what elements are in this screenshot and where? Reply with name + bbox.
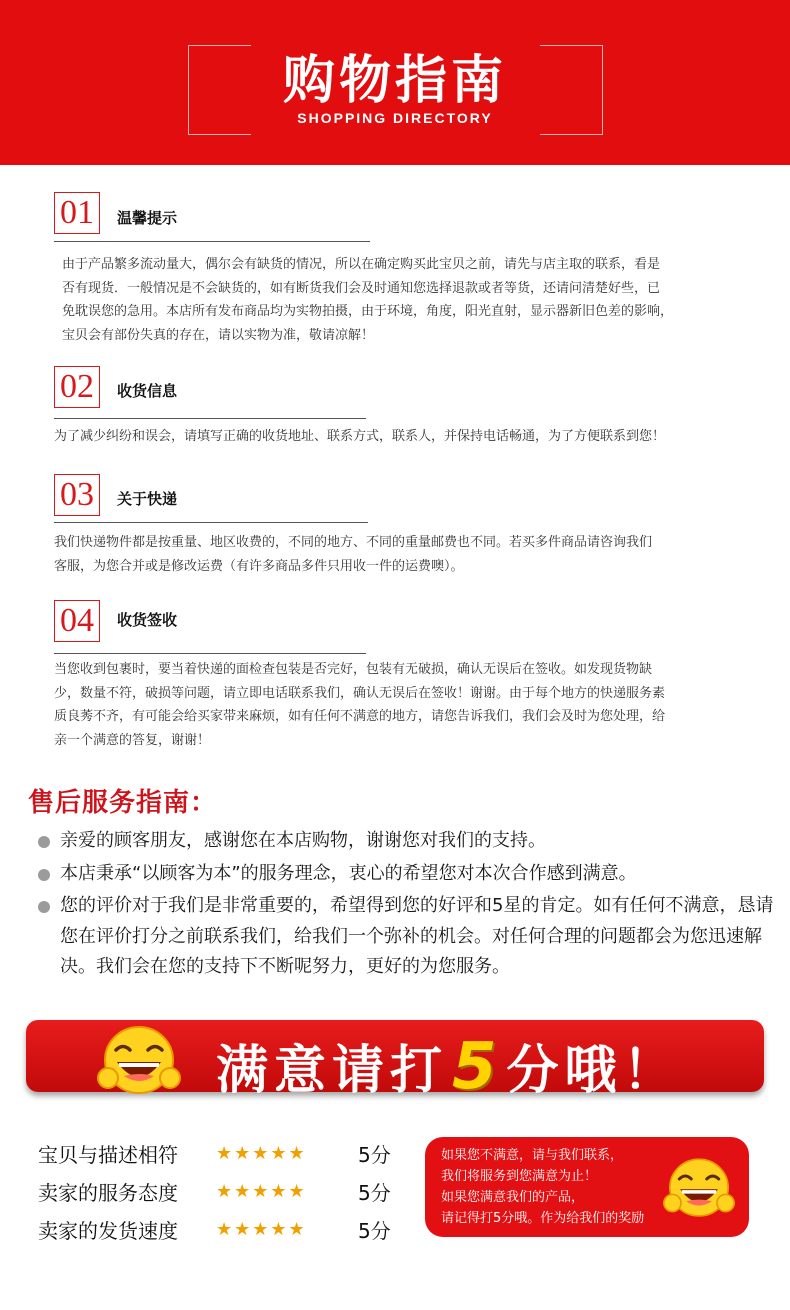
section-divider [54,522,368,523]
rating-row [38,1172,391,1210]
rating-score: 5分 [358,1218,391,1243]
text-line: 客服，为您合并或是修改运费（有许多商品多件只用收一件的运费噢）。 [54,558,464,574]
section-body-tips [62,253,673,347]
section-title-signing: 收货签收 [117,611,178,629]
laughing-smiley-icon [657,1147,741,1223]
rating-label: 宝贝与描述相符 [38,1142,178,1167]
satisfaction-note [425,1137,749,1237]
laughing-smiley-icon [90,1016,188,1098]
section-body-express [54,531,652,578]
section-number-03: 03 [54,474,100,516]
text-line: 少，数量不符，破损等问题，请立即电话联系我们，确认无误后在签收！谢谢。由于每个地方的快递服务素 [54,685,666,701]
text-line: 否有现货．一般情况是不会缺货的，如有断货我们会及时通知您选择退款或者等货，还请问清楚好些，已 [62,280,661,296]
star-icon: ★★★★★ [216,1142,307,1164]
header-banner [0,0,790,165]
text-line: 当您收到包裹时，要当着快递的面检查包装是否完好，包装有无破损，确认无误后在签收。如发现货物缺 [54,662,653,677]
text-line: 我们快递物件都是按重量、地区收费的，不同的地方、不同的重量邮费也不同。若买多件商品请咨询我们 [54,535,653,550]
section-divider [54,653,366,654]
after-sales-text: 本店秉承“以顾客为本”的服务理念，衷心的希望您对本次合作感到满意。 [60,862,637,884]
ribbon-slogan [216,1028,681,1104]
section-divider [54,418,366,419]
after-sales-item [36,891,776,983]
rating-list [38,1134,391,1248]
bullet-dot-icon [38,901,50,913]
after-sales-list [36,826,776,985]
section-number-04: 04 [54,600,100,642]
rating-score: 5分 [358,1180,391,1205]
ribbon-text-after: 分哦！ [506,1041,681,1101]
note-line: 请记得打5分哦。作为给我们的奖励 [441,1211,645,1226]
after-sales-text: 您的评价对于我们是非常重要的，希望得到您的好评和5星的肯定。如有任何不满意，恳请您在评价打分之前联系我们，给我们一个弥补的机会。对任何合理的问题都会为您迅速解决。我们会在您的支持下不断呢努力，更好的为您服务。 [60,895,774,977]
section-number-01: 01 [54,192,100,234]
section-body-signing [54,658,665,752]
rating-label: 卖家的发货速度 [38,1218,178,1243]
bullet-dot-icon [38,869,50,881]
after-sales-item [36,859,776,890]
after-sales-item [36,826,776,857]
section-title-receiving-info: 收货信息 [117,382,178,400]
after-sales-text: 亲爱的顾客朋友，感谢您在本店购物，谢谢您对我们的支持。 [60,830,546,851]
page-title: 购物指南 [282,51,507,111]
note-line: 如果您满意我们的产品， [441,1190,585,1205]
star-icon: ★★★★★ [216,1218,307,1240]
section-title-tips: 温馨提示 [117,209,178,227]
page-subtitle: SHOPPING DIRECTORY [297,110,493,126]
section-title-express: 关于快递 [117,490,178,508]
rate-five-ribbon [26,1020,764,1104]
note-line: 如果您不满意，请与我们联系， [441,1148,624,1163]
text-line: 质良莠不齐，有可能会给买家带来麻烦，如有任何不满意的地方，请您告诉我们，我们会及时为您处理，给 [54,709,666,724]
rating-score: 5分 [358,1142,391,1167]
note-text [441,1145,644,1229]
rating-row [38,1134,391,1172]
ribbon-number: 5 [452,1030,503,1104]
rating-label: 卖家的服务态度 [38,1180,178,1205]
note-line: 我们将服务到您满意为止！ [441,1169,598,1184]
text-line: 宝贝会有部份失真的存在，请以实物为准，敬请凉解！ [62,327,375,343]
bullet-dot-icon [38,836,50,848]
section-divider [54,241,370,242]
text-line: 为了减少纠纷和误会，请填写正确的收货地址、联系方式，联系人，并保持电话畅通，为了方便联系到您！ [54,429,666,444]
ribbon-text-before: 满意请打 [216,1041,449,1101]
star-icon: ★★★★★ [216,1180,307,1202]
section-number-02: 02 [54,366,100,408]
after-sales-title: 售后服务指南： [28,788,218,818]
rating-row [38,1210,391,1248]
section-body-receiving-info [54,425,665,449]
text-line: 由于产品繁多流动量大，偶尔会有缺货的情况，所以在确定购买此宝贝之前，请先与店主取的联系，看是 [62,257,661,272]
text-line: 免耽误您的急用。本店所有发布商品均为实物拍摄，由于环境，角度，阳光直射，显示器新旧色差的影响， [62,304,674,319]
text-line: 亲一个满意的答复，谢谢！ [54,732,211,748]
